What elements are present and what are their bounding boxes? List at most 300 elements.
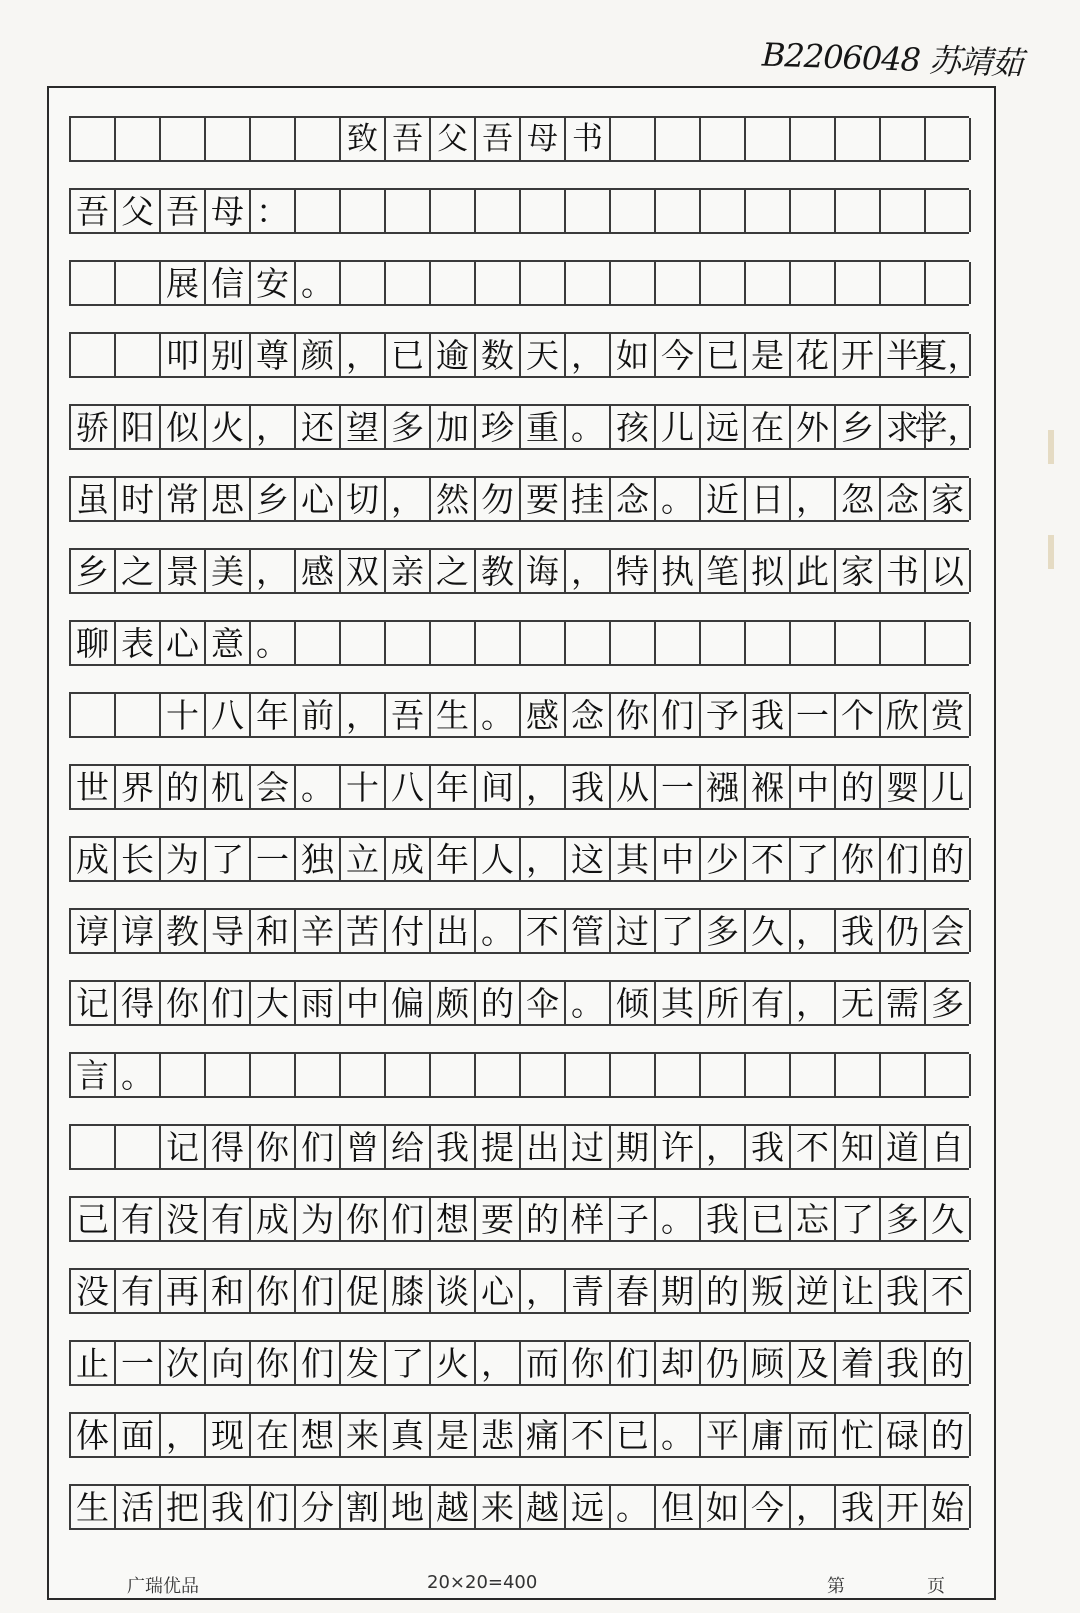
- grid-cell: 多: [386, 406, 431, 448]
- grid-cell: 数: [476, 334, 521, 376]
- grid-cell: 。: [476, 694, 521, 736]
- grid-cell: [476, 190, 521, 232]
- text-row: [69, 188, 969, 234]
- grid-cell: 父: [116, 190, 161, 232]
- grid-cell: 颇: [431, 982, 476, 1024]
- grid-cell: 求: [881, 406, 926, 448]
- grid-cell: 珍: [476, 406, 521, 448]
- grid-cell: [206, 118, 251, 160]
- grid-cell: 们: [206, 982, 251, 1024]
- grid-cell: [746, 190, 791, 232]
- grid-cell: 颜: [296, 334, 341, 376]
- manuscript-sheet: [47, 86, 996, 1600]
- grid-cell: [746, 118, 791, 160]
- grid-cell: [116, 334, 161, 376]
- grid-cell: 们: [296, 1126, 341, 1168]
- grid-cell: 天: [521, 334, 566, 376]
- grid-cell: 界: [116, 766, 161, 808]
- text-row: [69, 836, 969, 882]
- grid-cell: [611, 190, 656, 232]
- grid-cell: 没: [71, 1270, 116, 1312]
- grid-cell: ，: [521, 838, 566, 880]
- grid-cell: 而: [521, 1342, 566, 1384]
- grid-cell: 成: [386, 838, 431, 880]
- grid-cell: 年: [251, 694, 296, 736]
- grid-cell: 八: [386, 766, 431, 808]
- grid-cell: 碌: [881, 1414, 926, 1456]
- grid-cell: [611, 622, 656, 664]
- grid-cell: [521, 1054, 566, 1096]
- grid-cell: [386, 190, 431, 232]
- grid-cell: 已: [701, 334, 746, 376]
- grid-cell: 书: [566, 118, 611, 160]
- grid-cell: 们: [296, 1342, 341, 1384]
- grid-cell: 。: [656, 478, 701, 520]
- grid-cell: 吾: [71, 190, 116, 232]
- grid-cell: 感: [521, 694, 566, 736]
- grid-cell: 的: [926, 838, 971, 880]
- grid-cell: 乡: [836, 406, 881, 448]
- grid-cell: 倾: [611, 982, 656, 1024]
- grid-cell: 从: [611, 766, 656, 808]
- grid-cell: 望: [341, 406, 386, 448]
- grid-cell: 心: [476, 1270, 521, 1312]
- grid-cell: [926, 118, 971, 160]
- grid-cell: 长: [116, 838, 161, 880]
- grid-cell: 花: [791, 334, 836, 376]
- grid-cell: 不: [791, 1126, 836, 1168]
- grid-cell: 多: [701, 910, 746, 952]
- grid-cell: 今: [656, 334, 701, 376]
- grid-cell: 已: [611, 1414, 656, 1456]
- grid-cell: 半: [881, 334, 926, 376]
- grid-cell: 大: [251, 982, 296, 1024]
- grid-cell: 会: [926, 910, 971, 952]
- grid-cell: [746, 622, 791, 664]
- grid-cell: 亲: [386, 550, 431, 592]
- grid-cell: 这: [566, 838, 611, 880]
- text-row: [69, 404, 981, 450]
- grid-cell: 拟: [746, 550, 791, 592]
- grid-cell: [296, 190, 341, 232]
- grid-cell: 没: [161, 1198, 206, 1240]
- grid-cell: [386, 1054, 431, 1096]
- grid-cell: ，: [341, 694, 386, 736]
- grid-cell: 念: [566, 694, 611, 736]
- grid-cell: 我: [746, 1126, 791, 1168]
- grid-cell: 知: [836, 1126, 881, 1168]
- grid-cell: [476, 1054, 521, 1096]
- grid-cell: 向: [206, 1342, 251, 1384]
- grid-cell: 家: [836, 550, 881, 592]
- text-row: [69, 908, 969, 954]
- grid-cell: 十: [341, 766, 386, 808]
- text-row: [69, 1412, 969, 1458]
- grid-cell: 有: [206, 1198, 251, 1240]
- grid-cell: 在: [746, 406, 791, 448]
- grid-cell: 母: [521, 118, 566, 160]
- grid-cell: 聊: [71, 622, 116, 664]
- grid-cell: [746, 262, 791, 304]
- grid-cell: 吾: [161, 190, 206, 232]
- grid-cell: [116, 1126, 161, 1168]
- grid-cell: 念: [881, 478, 926, 520]
- grid-cell: 不: [926, 1270, 971, 1312]
- grid-cell: 雨: [296, 982, 341, 1024]
- grid-cell: 今: [746, 1486, 791, 1528]
- grid-cell: 加: [431, 406, 476, 448]
- grid-cell: [881, 190, 926, 232]
- footer-page-suffix: 页: [927, 1576, 945, 1597]
- grid-cell: 勿: [476, 478, 521, 520]
- grid-cell: 笔: [701, 550, 746, 592]
- grid-cell: 其: [656, 982, 701, 1024]
- grid-cell: 前: [296, 694, 341, 736]
- grid-cell: 时: [116, 478, 161, 520]
- text-row: [69, 332, 981, 378]
- grid-cell: 的: [476, 982, 521, 1024]
- grid-cell: [476, 262, 521, 304]
- grid-cell: 你: [341, 1198, 386, 1240]
- grid-cell: 一: [116, 1342, 161, 1384]
- grid-cell: 过: [611, 910, 656, 952]
- grid-cell: 越: [521, 1486, 566, 1528]
- grid-cell: 苦: [341, 910, 386, 952]
- grid-cell: 日: [746, 478, 791, 520]
- grid-cell: 把: [161, 1486, 206, 1528]
- grid-cell: 现: [206, 1414, 251, 1456]
- grid-cell: 子: [611, 1198, 656, 1240]
- grid-cell: [701, 118, 746, 160]
- grid-cell: 我: [431, 1126, 476, 1168]
- grid-cell: 一: [656, 766, 701, 808]
- grid-cell: 你: [251, 1126, 296, 1168]
- grid-cell: ，: [791, 982, 836, 1024]
- grid-cell: 需: [881, 982, 926, 1024]
- grid-cell: [656, 1054, 701, 1096]
- grid-cell: [566, 622, 611, 664]
- writing-grid: [69, 116, 981, 1556]
- grid-cell: [71, 118, 116, 160]
- grid-cell: ，: [521, 1270, 566, 1312]
- grid-cell: 。: [116, 1054, 161, 1096]
- grid-cell: 特: [611, 550, 656, 592]
- grid-cell: [656, 118, 701, 160]
- grid-cell: 间: [476, 766, 521, 808]
- grid-cell: [116, 118, 161, 160]
- text-row: [69, 764, 969, 810]
- grid-cell: 着: [836, 1342, 881, 1384]
- grid-cell: 是: [431, 1414, 476, 1456]
- grid-cell: ，: [701, 1126, 746, 1168]
- grid-cell: 无: [836, 982, 881, 1024]
- grid-cell: 要: [476, 1198, 521, 1240]
- text-row: [69, 476, 969, 522]
- grid-cell: 记: [161, 1126, 206, 1168]
- grid-cell: 外: [791, 406, 836, 448]
- grid-cell: [836, 622, 881, 664]
- grid-cell: 越: [431, 1486, 476, 1528]
- grid-cell: 所: [701, 982, 746, 1024]
- grid-cell: 我: [836, 1486, 881, 1528]
- grid-cell: 父: [431, 118, 476, 160]
- grid-cell: 信: [206, 262, 251, 304]
- grid-cell: 仍: [881, 910, 926, 952]
- grid-cell: 有: [116, 1198, 161, 1240]
- grid-cell: 赏: [926, 694, 971, 736]
- grid-cell: 管: [566, 910, 611, 952]
- grid-cell: 们: [611, 1342, 656, 1384]
- grid-cell: 八: [206, 694, 251, 736]
- text-row: [69, 1340, 969, 1386]
- grid-cell: 们: [296, 1270, 341, 1312]
- grid-cell: 。: [251, 622, 296, 664]
- grid-cell: [296, 622, 341, 664]
- grid-cell: 体: [71, 1414, 116, 1456]
- grid-cell: ，: [566, 334, 611, 376]
- grid-cell: 。: [656, 1414, 701, 1456]
- grid-cell: 己: [71, 1198, 116, 1240]
- grid-cell: [701, 262, 746, 304]
- grid-cell: 你: [566, 1342, 611, 1384]
- footer-page-prefix: 第: [827, 1576, 845, 1597]
- grid-cell: 来: [476, 1486, 521, 1528]
- grid-cell: [746, 1054, 791, 1096]
- grid-cell: 让: [836, 1270, 881, 1312]
- grid-cell: 如: [701, 1486, 746, 1528]
- grid-cell: 一: [791, 694, 836, 736]
- grid-cell: 促: [341, 1270, 386, 1312]
- author-signature: B2206048 苏靖茹: [761, 35, 1023, 83]
- grid-cell: 再: [161, 1270, 206, 1312]
- grid-cell: 心: [161, 622, 206, 664]
- grid-cell: 道: [881, 1126, 926, 1168]
- grid-cell: [566, 1054, 611, 1096]
- grid-cell: 过: [566, 1126, 611, 1168]
- grid-cell: [206, 1054, 251, 1096]
- grid-cell: [341, 190, 386, 232]
- grid-cell: ，: [386, 478, 431, 520]
- grid-cell: 谈: [431, 1270, 476, 1312]
- grid-cell: 偏: [386, 982, 431, 1024]
- grid-cell: 来: [341, 1414, 386, 1456]
- grid-cell: ，: [791, 478, 836, 520]
- grid-cell: 开: [836, 334, 881, 376]
- grid-cell: 和: [251, 910, 296, 952]
- grid-cell: 夏，: [914, 335, 981, 375]
- grid-cell: 想: [296, 1414, 341, 1456]
- grid-cell: 我: [836, 910, 881, 952]
- grid-cell: [791, 118, 836, 160]
- grid-cell: 却: [656, 1342, 701, 1384]
- grid-cell: [161, 118, 206, 160]
- grid-cell: 忙: [836, 1414, 881, 1456]
- grid-cell: 为: [296, 1198, 341, 1240]
- grid-cell: [791, 262, 836, 304]
- grid-cell: [386, 262, 431, 304]
- grid-cell: 襁: [701, 766, 746, 808]
- grid-cell: 导: [206, 910, 251, 952]
- grid-cell: [71, 1126, 116, 1168]
- grid-cell: 安: [251, 262, 296, 304]
- grid-cell: 谆: [71, 910, 116, 952]
- grid-cell: 为: [161, 838, 206, 880]
- grid-cell: ，: [521, 766, 566, 808]
- grid-cell: 感: [296, 550, 341, 592]
- grid-cell: 了: [836, 1198, 881, 1240]
- grid-cell: 谆: [116, 910, 161, 952]
- grid-cell: 不: [566, 1414, 611, 1456]
- grid-cell: 机: [206, 766, 251, 808]
- grid-cell: 有: [116, 1270, 161, 1312]
- text-row: [69, 620, 969, 666]
- grid-cell: 展: [161, 262, 206, 304]
- footer-grid-size: 20×20=400: [427, 1572, 538, 1593]
- grid-cell: 中: [341, 982, 386, 1024]
- grid-cell: 得: [116, 982, 161, 1024]
- grid-cell: [926, 1054, 971, 1096]
- grid-cell: [521, 190, 566, 232]
- text-row: [69, 548, 969, 594]
- grid-cell: 忘: [791, 1198, 836, 1240]
- grid-cell: 心: [296, 478, 341, 520]
- grid-cell: 的: [701, 1270, 746, 1312]
- grid-cell: 似: [161, 406, 206, 448]
- grid-cell: 了: [656, 910, 701, 952]
- grid-cell: 之: [116, 550, 161, 592]
- grid-cell: 思: [206, 478, 251, 520]
- title-row: [69, 116, 969, 162]
- grid-cell: 会: [251, 766, 296, 808]
- grid-cell: ，: [161, 1414, 206, 1456]
- grid-cell: 你: [161, 982, 206, 1024]
- grid-cell: 出: [431, 910, 476, 952]
- grid-cell: 已: [746, 1198, 791, 1240]
- grid-cell: 样: [566, 1198, 611, 1240]
- grid-cell: 。: [476, 910, 521, 952]
- grid-cell: [521, 622, 566, 664]
- grid-cell: 我: [701, 1198, 746, 1240]
- grid-cell: 独: [296, 838, 341, 880]
- grid-cell: [341, 262, 386, 304]
- grid-cell: 平: [701, 1414, 746, 1456]
- grid-cell: 曾: [341, 1126, 386, 1168]
- grid-cell: 忽: [836, 478, 881, 520]
- footer-brand: 广瑞优品: [127, 1576, 199, 1597]
- grid-cell: 少: [701, 838, 746, 880]
- grid-cell: 。: [611, 1486, 656, 1528]
- grid-cell: 顾: [746, 1342, 791, 1384]
- grid-cell: 次: [161, 1342, 206, 1384]
- grid-cell: 自: [926, 1126, 971, 1168]
- grid-cell: 。: [296, 262, 341, 304]
- grid-cell: [71, 334, 116, 376]
- grid-cell: 你: [836, 838, 881, 880]
- edge-mark: [1048, 430, 1054, 464]
- grid-cell: 褓: [746, 766, 791, 808]
- grid-cell: ，: [251, 406, 296, 448]
- grid-cell: 悲: [476, 1414, 521, 1456]
- grid-cell: [386, 622, 431, 664]
- grid-cell: [926, 262, 971, 304]
- grid-cell: 景: [161, 550, 206, 592]
- grid-cell: 以: [926, 550, 971, 592]
- grid-cell: 学，: [914, 407, 981, 447]
- grid-cell: 们: [251, 1486, 296, 1528]
- grid-cell: 然: [431, 478, 476, 520]
- grid-cell: ，: [566, 550, 611, 592]
- grid-cell: 挂: [566, 478, 611, 520]
- grid-cell: [926, 622, 971, 664]
- grid-cell: 期: [611, 1126, 656, 1168]
- grid-cell: 诲: [521, 550, 566, 592]
- grid-cell: 别: [206, 334, 251, 376]
- grid-cell: 的: [521, 1198, 566, 1240]
- grid-cell: 远: [566, 1486, 611, 1528]
- grid-cell: 念: [611, 478, 656, 520]
- grid-cell: 付: [386, 910, 431, 952]
- grid-cell: 庸: [746, 1414, 791, 1456]
- grid-cell: 面: [116, 1414, 161, 1456]
- grid-cell: [431, 622, 476, 664]
- grid-cell: 。: [566, 982, 611, 1024]
- grid-cell: 如: [611, 334, 656, 376]
- grid-cell: 们: [656, 694, 701, 736]
- grid-cell: 年: [431, 838, 476, 880]
- grid-cell: 欣: [881, 694, 926, 736]
- grid-cell: 意: [206, 622, 251, 664]
- text-row: [69, 980, 969, 1026]
- grid-cell: 开: [881, 1486, 926, 1528]
- grid-cell: 孩: [611, 406, 656, 448]
- grid-cell: 火: [431, 1342, 476, 1384]
- grid-cell: 吾: [386, 118, 431, 160]
- grid-cell: 世: [71, 766, 116, 808]
- grid-cell: 其: [611, 838, 656, 880]
- text-row: [69, 692, 969, 738]
- grid-cell: 你: [611, 694, 656, 736]
- grid-cell: 活: [116, 1486, 161, 1528]
- grid-cell: 家: [926, 478, 971, 520]
- grid-cell: 近: [701, 478, 746, 520]
- grid-cell: ，: [341, 334, 386, 376]
- grid-cell: 致: [341, 118, 386, 160]
- grid-cell: 地: [386, 1486, 431, 1528]
- grid-cell: [116, 262, 161, 304]
- grid-cell: [251, 1054, 296, 1096]
- grid-cell: [701, 1054, 746, 1096]
- grid-cell: 的: [926, 1342, 971, 1384]
- grid-cell: 还: [296, 406, 341, 448]
- grid-cell: 及: [791, 1342, 836, 1384]
- grid-cell: 立: [341, 838, 386, 880]
- grid-cell: 痛: [521, 1414, 566, 1456]
- grid-cell: [296, 118, 341, 160]
- grid-cell: [566, 190, 611, 232]
- grid-cell: [611, 118, 656, 160]
- grid-cell: [341, 622, 386, 664]
- grid-cell: [701, 622, 746, 664]
- grid-cell: 成: [71, 838, 116, 880]
- grid-cell: 我: [566, 766, 611, 808]
- grid-cell: 和: [206, 1270, 251, 1312]
- grid-cell: [566, 262, 611, 304]
- grid-cell: 是: [746, 334, 791, 376]
- grid-cell: [836, 262, 881, 304]
- grid-cell: 言: [71, 1054, 116, 1096]
- grid-cell: 分: [296, 1486, 341, 1528]
- grid-cell: [611, 262, 656, 304]
